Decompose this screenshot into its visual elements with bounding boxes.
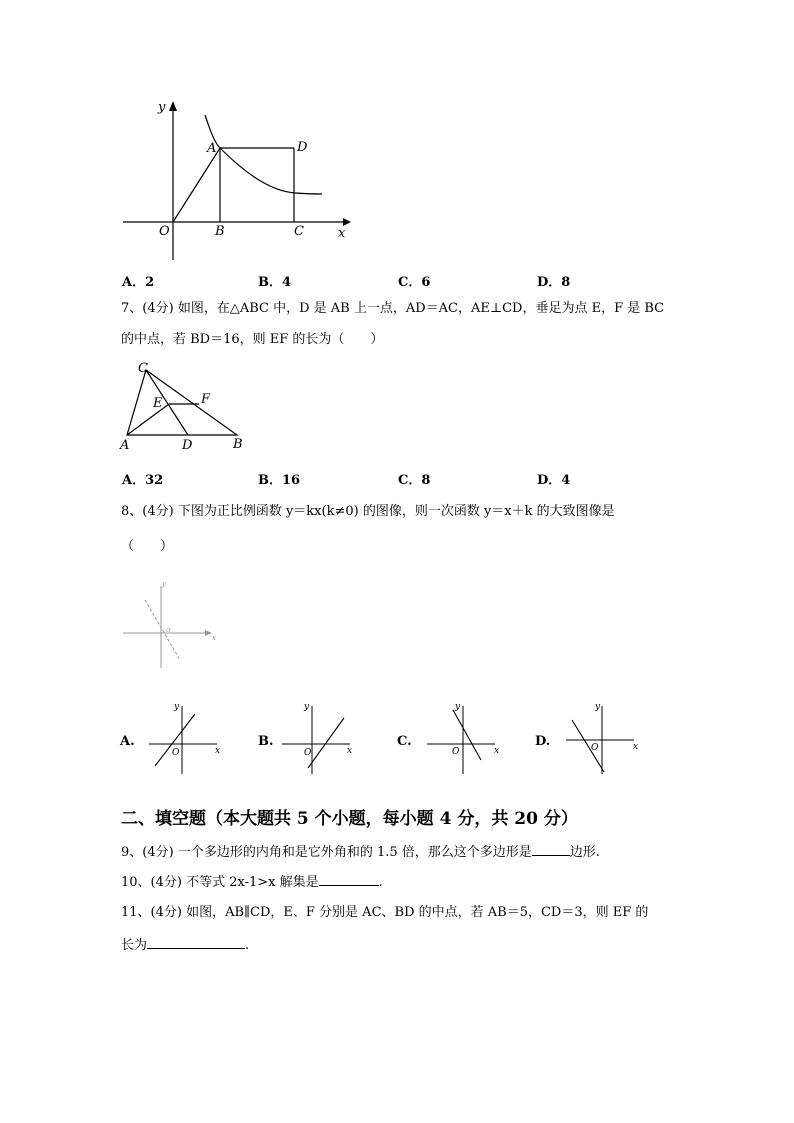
q6-option-a[interactable]: A．2	[122, 275, 155, 290]
q11-stem-line1: 11、(4分) 如图，AB∥CD，E、F 分别是 AC、BD 的中点，若 AB＝5，CD＝3，则 EF 的	[121, 905, 649, 920]
q7-option-b[interactable]: B．16	[258, 473, 301, 488]
segment-OA	[173, 148, 220, 222]
q10-text-after: .	[378, 875, 383, 890]
label-x: x	[215, 746, 221, 756]
label-C: C	[138, 361, 148, 376]
label-y: y	[455, 702, 461, 712]
q11-text-before: 长为	[121, 938, 148, 953]
q8-option-b-label[interactable]: B.	[258, 734, 274, 749]
label-y: y	[595, 702, 601, 712]
q9-text-before: 9、(4分) 一个多边形的内角和是它外角和的 1.5 倍，那么这个多边形是	[121, 845, 532, 860]
q6-figure	[115, 95, 365, 265]
label-B: B	[233, 437, 243, 452]
q9-stem	[121, 843, 600, 861]
q8-stem-line1: 8、(4分) 下图为正比例函数 y＝kx(k≠0) 的图像，则一次函数 y＝x＋k 的大致图像是	[121, 504, 615, 519]
label-o: O	[452, 747, 460, 757]
label-C: C	[294, 224, 304, 239]
label-F: F	[201, 392, 211, 407]
label-B: B	[215, 224, 225, 239]
graph-line	[308, 718, 344, 768]
y-axis-arrow-icon	[169, 101, 177, 111]
label-x: x	[338, 226, 346, 241]
q8-option-d-graph[interactable]	[562, 700, 642, 776]
q8-stem-line2: （ ）	[121, 539, 174, 554]
label-y: y	[174, 702, 180, 712]
q7-stem-line2: 的中点，若 BD＝16，则 EF 的长为（ ）	[121, 332, 384, 347]
q6-option-b[interactable]: B．4	[258, 275, 292, 290]
q11-stem-line2	[121, 936, 249, 954]
label-y: y	[304, 702, 310, 712]
q7-figure	[115, 360, 255, 452]
graph-line	[155, 714, 195, 766]
q7-stem-line1: 7、(4分) 如图，在△ABC 中，D 是 AB 上一点，AD＝AC，AE⊥CD，垂足为点 E，F 是 BC	[121, 301, 665, 316]
label-E: E	[153, 396, 163, 411]
q8-option-a-label[interactable]: A.	[120, 734, 135, 749]
q8-given-graph	[118, 578, 218, 670]
label-o: O	[172, 748, 180, 758]
section-2-title: 二、填空题（本大题共 5 个小题，每小题 4 分，共 20 分）	[121, 809, 578, 829]
q10-text-before: 10、(4分) 不等式 2x-1>x 解集是	[121, 875, 319, 890]
q10-stem	[121, 873, 383, 891]
q8-option-c-label[interactable]: C.	[397, 734, 412, 749]
q11-answer-blank[interactable]	[147, 936, 245, 949]
q11-text-after: .	[245, 938, 250, 953]
x-axis-arrow-icon	[205, 630, 212, 636]
label-x: x	[494, 746, 500, 756]
label-A: A	[120, 438, 130, 453]
segment-AE	[127, 404, 169, 435]
q7-option-a[interactable]: A．32	[122, 473, 164, 488]
label-o: O	[304, 748, 312, 758]
label-x: x	[633, 742, 639, 752]
label-A: A	[207, 141, 217, 156]
q9-answer-blank[interactable]	[532, 843, 570, 856]
q8-option-d-label[interactable]: D.	[535, 734, 551, 749]
label-D: D	[182, 438, 193, 453]
graph-line	[572, 720, 604, 772]
label-o: o	[166, 626, 171, 634]
q8-option-a-graph[interactable]	[145, 700, 225, 776]
q6-option-d[interactable]: D．8	[537, 275, 571, 290]
q8-option-b-graph[interactable]	[278, 700, 358, 776]
label-x: x	[212, 634, 216, 642]
q7-option-d[interactable]: D．4	[537, 473, 571, 488]
kx-line	[145, 600, 180, 660]
q9-text-after: 边形.	[569, 845, 600, 860]
label-y: y	[158, 100, 166, 115]
label-x: x	[347, 746, 353, 756]
q8-option-c-graph[interactable]	[423, 700, 503, 776]
label-D: D	[297, 140, 308, 155]
q10-answer-blank[interactable]	[319, 873, 379, 886]
label-o: O	[591, 743, 599, 753]
q6-option-c[interactable]: C．6	[398, 275, 431, 290]
x-axis-arrow-icon	[343, 218, 351, 226]
label-y: y	[162, 580, 166, 588]
label-O: O	[159, 224, 170, 239]
q7-option-c[interactable]: C．8	[398, 473, 431, 488]
